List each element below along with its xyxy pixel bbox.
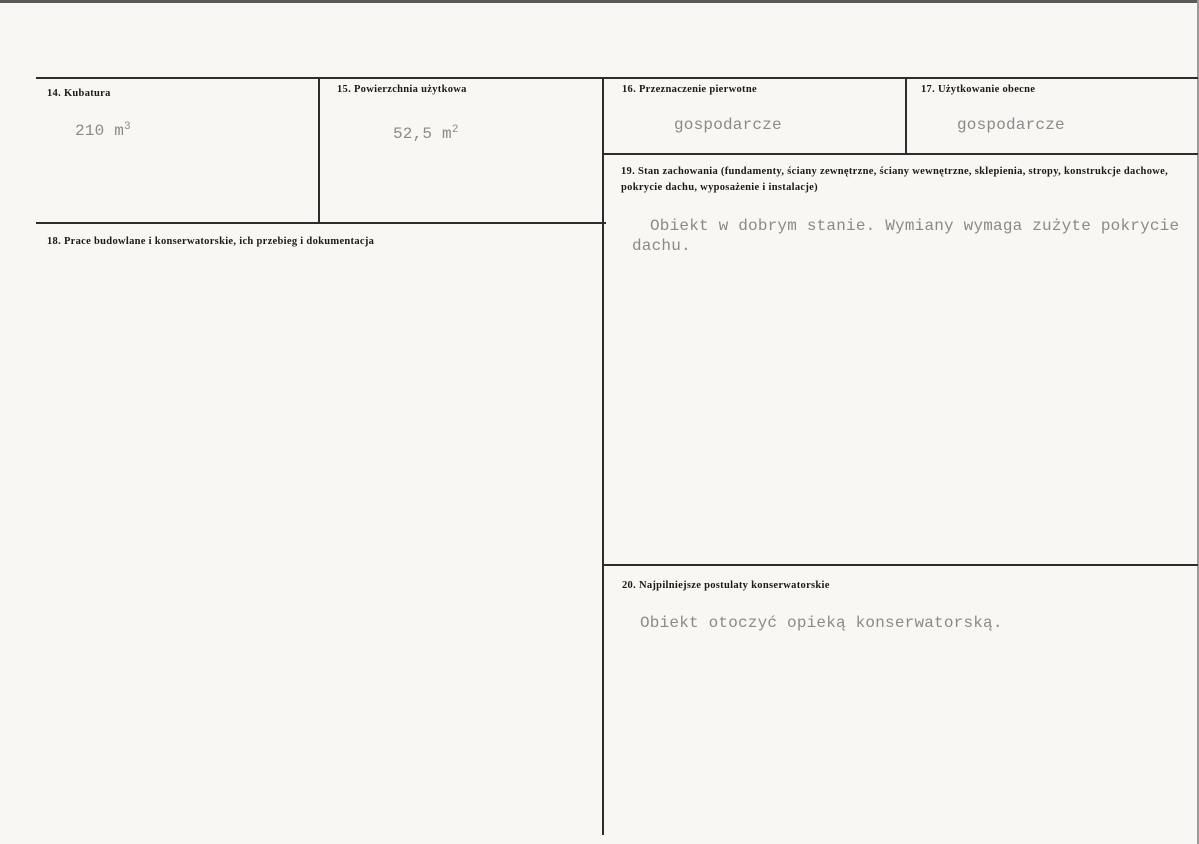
field-17-label: 17. Użytkowanie obecne <box>921 84 1036 95</box>
rule-v-16-17 <box>905 77 907 154</box>
field-20-label: 20. Najpilniejsze postulaty konserwatorskie <box>622 580 830 591</box>
field-18-label: 18. Prace budowlane i konserwatorskie, ich przebieg i dokumentacja <box>47 236 375 247</box>
top-edge <box>0 0 1199 3</box>
field-19-label: 19. Stan zachowania (fundamenty, ściany zewnętrzne, ściany wewnętrzne, sklepienia, stropy, konstrukcje dachowe, pokrycie dachu, wyposażenie i instalacje) <box>621 166 1169 193</box>
rule-lower-right <box>604 564 1198 566</box>
rule-v-14-15 <box>318 77 320 223</box>
field-15-unit-exponent: 2 <box>451 124 459 136</box>
field-17-value: gospodarcze <box>957 116 1065 134</box>
field-16-value: gospodarcze <box>674 116 782 134</box>
field-14-label: 14. Kubatura <box>47 88 111 99</box>
field-19-value: Obiekt w dobrym stanie. Wymiany wymaga zużyte pokrycie dachu. <box>632 217 1180 255</box>
field-15-label: 15. Powierzchnia użytkowa <box>337 84 467 95</box>
rule-mid-left <box>36 222 606 224</box>
field-20-value: Obiekt otoczyć opieką konserwatorską. <box>640 614 1003 632</box>
field-15-value <box>393 125 459 143</box>
field-15-value-text: 52,5 m <box>393 125 452 143</box>
field-16-label: 16. Przeznaczenie pierwotne <box>622 84 757 95</box>
rule-mid-right <box>604 153 1198 155</box>
field-14-value <box>75 122 131 140</box>
field-14-value-text: 210 m <box>75 122 125 140</box>
field-14-unit-exponent: 3 <box>124 121 131 133</box>
rule-top <box>36 77 1198 79</box>
